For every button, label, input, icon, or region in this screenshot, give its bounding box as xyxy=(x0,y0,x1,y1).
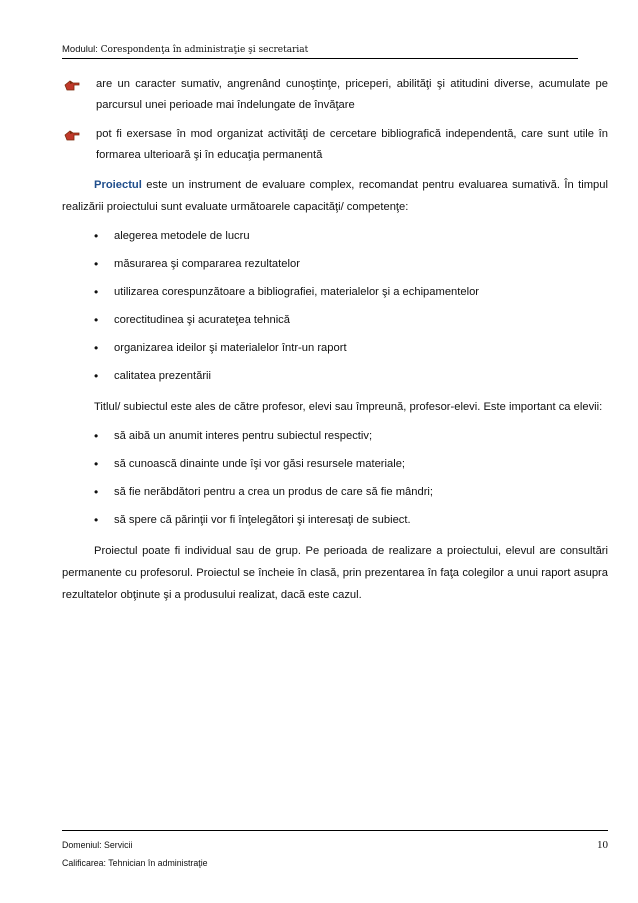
page-content xyxy=(62,74,608,606)
bullet-icon: • xyxy=(94,229,99,243)
bullet-icon: • xyxy=(94,513,99,527)
hand-list-item xyxy=(62,74,608,116)
project-intro-paragraph xyxy=(62,174,608,218)
bullet-icon: • xyxy=(94,369,99,383)
list-item: • să aibă un anumit interes pentru subiectul respectiv; xyxy=(62,422,608,450)
list-item: • alegerea metodele de lucru xyxy=(62,222,608,250)
footer-domain: Domeniul: Servicii xyxy=(62,840,133,850)
list-item: • organizarea ideilor şi materialelor într-un raport xyxy=(62,334,608,362)
list-item: • să fie nerăbdători pentru a crea un produs de care să fie mândri; xyxy=(62,478,608,506)
page-number: 10 xyxy=(597,839,608,851)
title-subject-paragraph: Titlul/ subiectul este ales de către profesor, elevi sau împreună, profesor-elevi. Este important ca elevii: xyxy=(94,401,603,413)
bullet-icon: • xyxy=(94,285,99,299)
page-header xyxy=(62,44,578,59)
bullet-icon: • xyxy=(94,257,99,271)
project-keyword: Proiectul xyxy=(94,179,142,191)
bullet-icon: • xyxy=(94,457,99,471)
list-item: • măsurarea şi compararea rezultatelor xyxy=(62,250,608,278)
list-item: • corectitudinea şi acurateţea tehnică xyxy=(62,306,608,334)
hand-list-item xyxy=(62,124,608,166)
list-item: • utilizarea corespunzătoare a bibliografiei, materialelor şi a echipamentelor xyxy=(62,278,608,306)
footer-qualification: Calificarea: Tehnician în administraţie xyxy=(62,858,208,868)
list-item: • să cunoască dinainte unde îşi vor găsi resursele materiale; xyxy=(62,450,608,478)
closing-paragraph: Proiectul poate fi individual sau de grup. Pe perioada de realizare a proiectului, elevul are consultări permanente cu profesorul. Proiectul se încheie în clasă, prin prezentarea în faţa colegilor a unui raport asupra rezultatelor obţinute şi a produsului realizat, dacă este cazul. xyxy=(62,545,608,601)
capacities-list xyxy=(62,222,608,390)
pointing-hand-icon xyxy=(64,129,80,150)
list-item: • să spere că părinţii vor fi înţelegători şi interesaţi de subiect. xyxy=(62,506,608,534)
header-label: Modulul: xyxy=(62,44,98,55)
student-points-list xyxy=(62,422,608,534)
page-footer xyxy=(62,838,608,874)
footer-divider xyxy=(62,830,608,831)
bullet-icon: • xyxy=(94,313,99,327)
hand-item-text: are un caracter sumativ, angrenând cunoştinţe, priceperi, abilităţi şi atitudini diverse, acumulate pe parcursul unei perioade mai îndelungate de învăţare xyxy=(96,78,608,111)
header-title: Corespondenţa în administraţie şi secretariat xyxy=(100,45,309,55)
list-item: • calitatea prezentării xyxy=(62,362,608,390)
bullet-icon: • xyxy=(94,341,99,355)
bullet-icon: • xyxy=(94,485,99,499)
pointing-hand-icon xyxy=(64,79,80,100)
bullet-icon: • xyxy=(94,429,99,443)
hand-item-text: pot fi exersase în mod organizat activităţi de cercetare bibliografică independentă, care sunt utile în formarea ulterioară şi în educaţia permanentă xyxy=(96,128,608,161)
project-intro-text: este un instrument de evaluare complex, recomandat pentru evaluarea sumativă. În timpul realizării proiectului sunt evaluate următoarele capacităţi/ competenţe: xyxy=(62,179,608,213)
